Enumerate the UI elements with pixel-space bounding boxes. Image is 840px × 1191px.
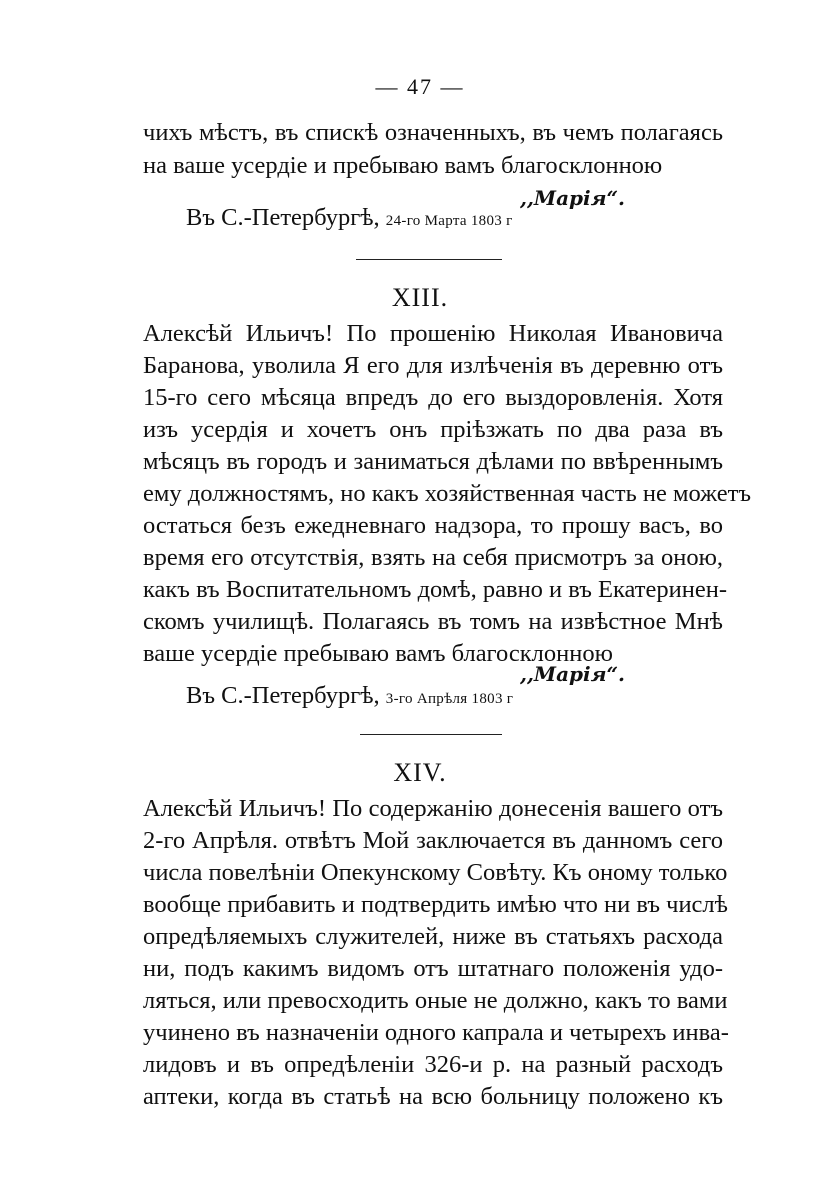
text-line: 2-го Апрѣля. отвѣтъ Мой заключается въ данномъ сего [143, 827, 723, 854]
text-line: на ваше усердіе и пребываю вамъ благосклонною [143, 152, 663, 179]
date: 3-го Апрѣля 1803 г [385, 691, 514, 707]
text-line: аптеки, когда въ статьѣ на всю больницу положено къ [143, 1083, 723, 1110]
text-line: Баранова, уволила Я его для излѣченія въ деревню отъ [143, 352, 723, 379]
text-line: остаться безъ ежедневнаго надзора, то прошу васъ, во [143, 512, 723, 539]
text-line: время его отсутствія, взять на себя присмотръ за оною, [143, 544, 723, 571]
section-divider [360, 734, 502, 735]
section-heading: XIII. [391, 283, 449, 312]
text-line: мѣсяцъ въ городъ и заниматься дѣлами по ввѣреннымъ [143, 448, 723, 475]
text-line: числа повелѣніи Опекунскому Совѣту. Къ оному только [143, 859, 728, 886]
section-divider [356, 259, 502, 260]
text-line: скомъ училищѣ. Полагаясь въ томъ на извѣстное Мнѣ [143, 608, 723, 635]
place-date [186, 204, 513, 232]
signature: ,,Марія“. [520, 186, 625, 210]
text-line: изъ усердія и хочетъ онъ пріѣзжать по два раза въ [143, 416, 723, 443]
text-line: ляться, или превосходить оные не должно, какъ то вами [143, 987, 728, 1014]
text-line: 15-го сего мѣсяца впредъ до его выздоровленія. Хотя [143, 384, 723, 411]
text-line: опредѣляемыхъ служителей, ниже въ статьяхъ расхода [143, 923, 723, 950]
text-line: Алексѣй Ильичъ! По содержанію донесенія вашего отъ [143, 795, 723, 822]
text-line: учинено въ назначеніи одного капрала и четырехъ инва- [143, 1019, 729, 1046]
text-line: ваше усердіе пребываю вамъ благосклонною [143, 640, 613, 667]
section-heading: XIV. [393, 758, 447, 787]
text-line: Алексѣй Ильичъ! По прошенію Николая Ивановича [143, 320, 723, 347]
text-line: чихъ мѣстъ, въ спискѣ означенныхъ, въ чемъ полагаясь [143, 119, 723, 146]
page-number: — 47 — [375, 74, 465, 99]
text-line: вообще прибавить и подтвердить имѣю что ни въ числѣ [143, 891, 728, 918]
place-date [186, 682, 513, 710]
text-line: лидовъ и въ опредѣленіи 326-и р. на разный расходъ [143, 1051, 723, 1078]
text-line: ему должностямъ, но какъ хозяйственная часть не можетъ [143, 480, 751, 507]
text-line: какъ въ Воспитательномъ домѣ, равно и въ Екатеринен- [143, 576, 727, 603]
date: 24-го Марта 1803 г [385, 213, 513, 229]
place: Въ С.-Петербургѣ, [186, 204, 380, 231]
signature: ,,Марія“. [520, 662, 625, 686]
text-line: ни, подъ какимъ видомъ отъ штатнаго положенія удо- [143, 955, 723, 982]
place: Въ С.-Петербургѣ, [186, 682, 380, 709]
